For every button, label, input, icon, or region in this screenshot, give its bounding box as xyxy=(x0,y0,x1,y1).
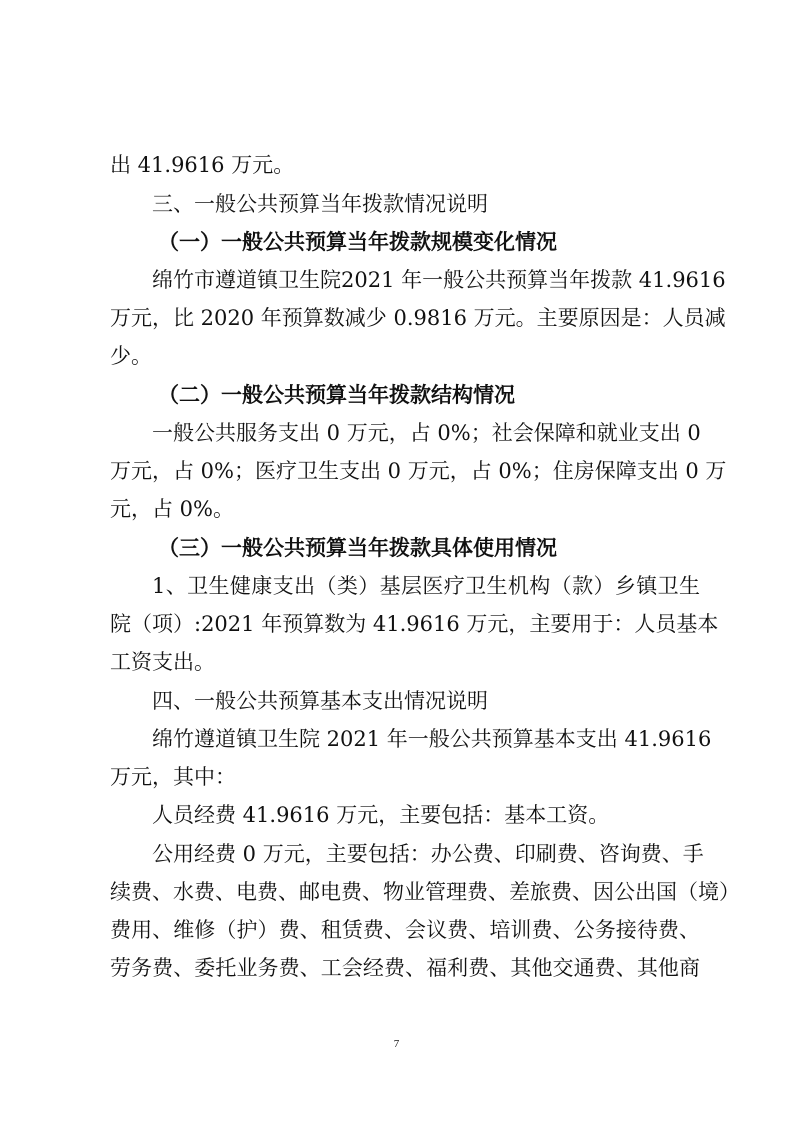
page-number: 7 xyxy=(393,1038,400,1050)
text-line: 公用经费 0 万元，主要包括：办公费、印刷费、咨询费、手 xyxy=(152,842,704,866)
text-line: 少。 xyxy=(110,344,152,368)
section-heading: 四、一般公共预算基本支出情况说明 xyxy=(152,689,488,713)
text-line: 工资支出。 xyxy=(110,650,215,674)
text-line: 万元，占 0%；医疗卫生支出 0 万元，占 0%；住房保障支出 0 万 xyxy=(110,459,727,483)
text-line: 万元，比 2020 年预算数减少 0.9816 万元。主要原因是：人员减 xyxy=(110,306,726,330)
text-line: 元，占 0%。 xyxy=(110,497,234,521)
sub-heading: （三）一般公共预算当年拨款具体使用情况 xyxy=(158,536,557,560)
section-heading: 三、一般公共预算当年拨款情况说明 xyxy=(152,192,488,216)
sub-heading: （二）一般公共预算当年拨款结构情况 xyxy=(158,383,515,407)
text-line: 绵竹市遵道镇卫生院2021 年一般公共预算当年拨款 41.9616 xyxy=(152,268,726,292)
text-line: 续费、水费、电费、邮电费、物业管理费、差旅费、因公出国（境） xyxy=(110,880,740,904)
sub-heading: （一）一般公共预算当年拨款规模变化情况 xyxy=(158,230,557,254)
text-line: 院（项）:2021 年预算数为 41.9616 万元，主要用于：人员基本 xyxy=(110,612,719,636)
text-line: 1、卫生健康支出（类）基层医疗卫生机构（款）乡镇卫生 xyxy=(152,574,700,598)
text-line: 出 41.9616 万元。 xyxy=(110,153,295,177)
text-line: 一般公共服务支出 0 万元，占 0%；社会保障和就业支出 0 xyxy=(152,421,701,445)
text-line: 费用、维修（护）费、租赁费、会议费、培训费、公务接待费、 xyxy=(110,918,700,942)
text-line: 绵竹遵道镇卫生院 2021 年一般公共预算基本支出 41.9616 xyxy=(152,727,712,751)
text-line: 人员经费 41.9616 万元，主要包括：基本工资。 xyxy=(152,803,610,827)
text-line: 万元，其中： xyxy=(110,765,236,789)
text-line: 劳务费、委托业务费、工会经费、福利费、其他交通费、其他商 xyxy=(110,956,700,980)
